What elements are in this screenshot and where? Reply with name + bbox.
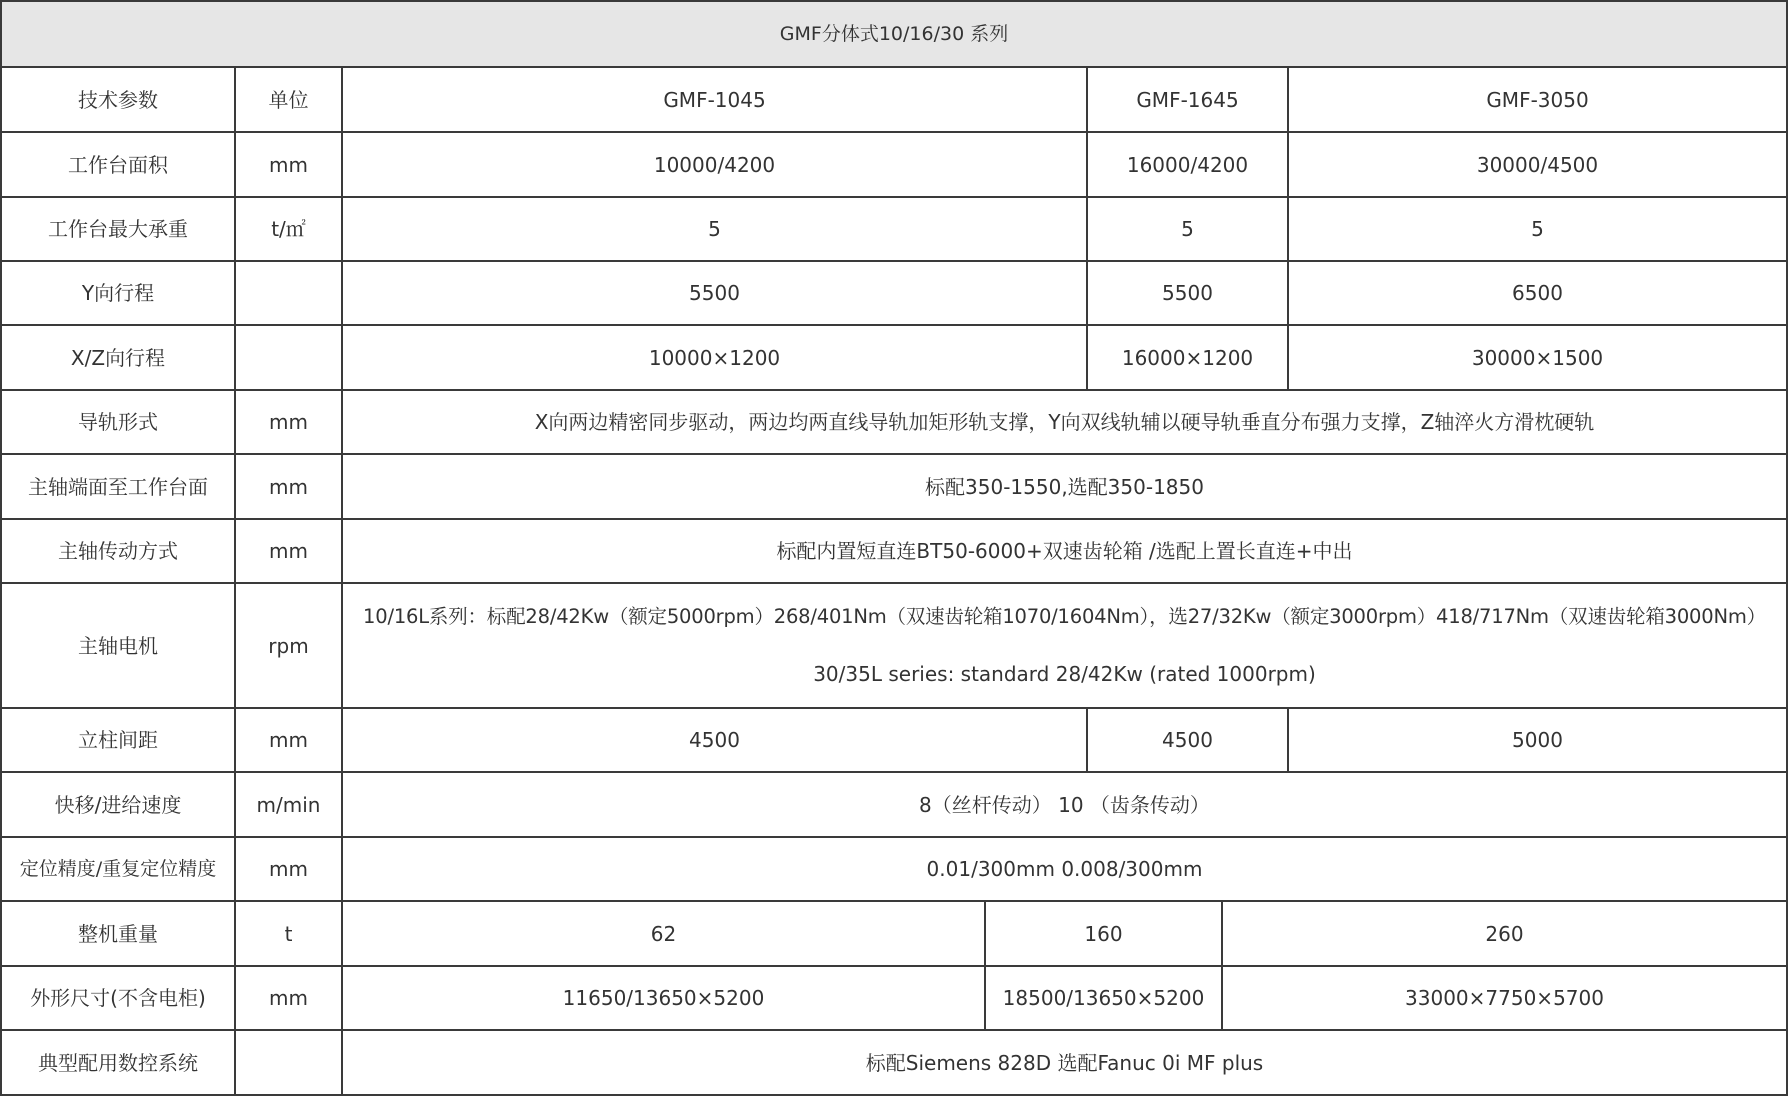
header-model-1045: GMF-1045 <box>341 66 1086 131</box>
row-unit-machine-weight: t <box>234 900 341 965</box>
cell-column-spacing-1045: 4500 <box>341 707 1086 771</box>
row-label-y-travel: Y向行程 <box>0 260 234 324</box>
cell-xz-travel-1045: 10000×1200 <box>341 324 1086 389</box>
cell-machine-weight-1645: 160 <box>984 900 1221 965</box>
header-unit: 单位 <box>234 66 341 131</box>
cell-guide-rail: X向两边精密同步驱动，两边均两直线导轨加矩形轨支撑，Y向双线轨辅以硬导轨垂直分布强力支撑，Z轴淬火方滑枕硬轨 <box>341 389 1788 453</box>
cell-column-spacing-3050: 5000 <box>1287 707 1788 771</box>
row-unit-max-load: t/㎡ <box>234 196 341 260</box>
row-unit-guide-rail: mm <box>234 389 341 453</box>
row-label-guide-rail: 导轨形式 <box>0 389 234 453</box>
cell-y-travel-1045: 5500 <box>341 260 1086 324</box>
cell-spindle-to-table: 标配350-1550,选配350-1850 <box>341 453 1788 518</box>
row-unit-y-travel <box>234 260 341 324</box>
cell-table-area-3050: 30000/4500 <box>1287 131 1788 196</box>
row-unit-cnc-system <box>234 1029 341 1096</box>
cell-xz-travel-1645: 16000×1200 <box>1086 324 1287 389</box>
cell-table-area-1645: 16000/4200 <box>1086 131 1287 196</box>
row-label-positioning-accuracy: 定位精度/重复定位精度 <box>0 836 234 900</box>
cell-dimensions-1645: 18500/13650×5200 <box>984 965 1221 1029</box>
cell-xz-travel-3050: 30000×1500 <box>1287 324 1788 389</box>
row-unit-table-area: mm <box>234 131 341 196</box>
row-label-dimensions: 外形尺寸(不含电柜) <box>0 965 234 1029</box>
row-label-table-area: 工作台面积 <box>0 131 234 196</box>
cell-table-area-1045: 10000/4200 <box>341 131 1086 196</box>
row-label-column-spacing: 立柱间距 <box>0 707 234 771</box>
row-unit-dimensions: mm <box>234 965 341 1029</box>
cell-y-travel-3050: 6500 <box>1287 260 1788 324</box>
cell-max-load-3050: 5 <box>1287 196 1788 260</box>
row-label-feed-speed: 快移/进给速度 <box>0 771 234 836</box>
row-label-spindle-to-table: 主轴端面至工作台面 <box>0 453 234 518</box>
spindle-motor-line-1: 10/16L系列：标配28/42Kw（额定5000rpm）268/401Nm（双速齿轮箱1070/1604Nm），选27/32Kw（额定3000rpm）418/717Nm（双速齿轮箱3000Nm） <box>363 604 1766 628</box>
cell-feed-speed: 8（丝杆传动） 10 （齿条传动） <box>341 771 1788 836</box>
row-unit-xz-travel <box>234 324 341 389</box>
cell-max-load-1045: 5 <box>341 196 1086 260</box>
cell-y-travel-1645: 5500 <box>1086 260 1287 324</box>
cell-cnc-system: 标配Siemens 828D 选配Fanuc 0i MF plus <box>341 1029 1788 1096</box>
header-model-1645: GMF-1645 <box>1086 66 1287 131</box>
cell-machine-weight-1045: 62 <box>341 900 984 965</box>
spindle-motor-line-2: 30/35L series: standard 28/42Kw (rated 1000rpm) <box>813 662 1316 687</box>
row-unit-spindle-motor: rpm <box>234 582 341 707</box>
row-label-spindle-drive: 主轴传动方式 <box>0 518 234 582</box>
row-unit-feed-speed: m/min <box>234 771 341 836</box>
row-label-cnc-system: 典型配用数控系统 <box>0 1029 234 1096</box>
header-model-3050: GMF-3050 <box>1287 66 1788 131</box>
row-label-max-load: 工作台最大承重 <box>0 196 234 260</box>
row-label-spindle-motor: 主轴电机 <box>0 582 234 707</box>
cell-column-spacing-1645: 4500 <box>1086 707 1287 771</box>
cell-positioning-accuracy: 0.01/300mm 0.008/300mm <box>341 836 1788 900</box>
row-unit-column-spacing: mm <box>234 707 341 771</box>
header-param: 技术参数 <box>0 66 234 131</box>
cell-spindle-drive: 标配内置短直连BT50-6000+双速齿轮箱 /选配上置长直连+中出 <box>341 518 1788 582</box>
row-unit-spindle-to-table: mm <box>234 453 341 518</box>
table-title: GMF分体式10/16/30 系列 <box>0 0 1788 66</box>
cell-machine-weight-3050: 260 <box>1221 900 1788 965</box>
row-label-xz-travel: X/Z向行程 <box>0 324 234 389</box>
cell-dimensions-1045: 11650/13650×5200 <box>341 965 984 1029</box>
cell-dimensions-3050: 33000×7750×5700 <box>1221 965 1788 1029</box>
cell-max-load-1645: 5 <box>1086 196 1287 260</box>
row-label-machine-weight: 整机重量 <box>0 900 234 965</box>
row-unit-spindle-drive: mm <box>234 518 341 582</box>
cell-spindle-motor <box>341 582 1788 707</box>
row-unit-positioning-accuracy: mm <box>234 836 341 900</box>
